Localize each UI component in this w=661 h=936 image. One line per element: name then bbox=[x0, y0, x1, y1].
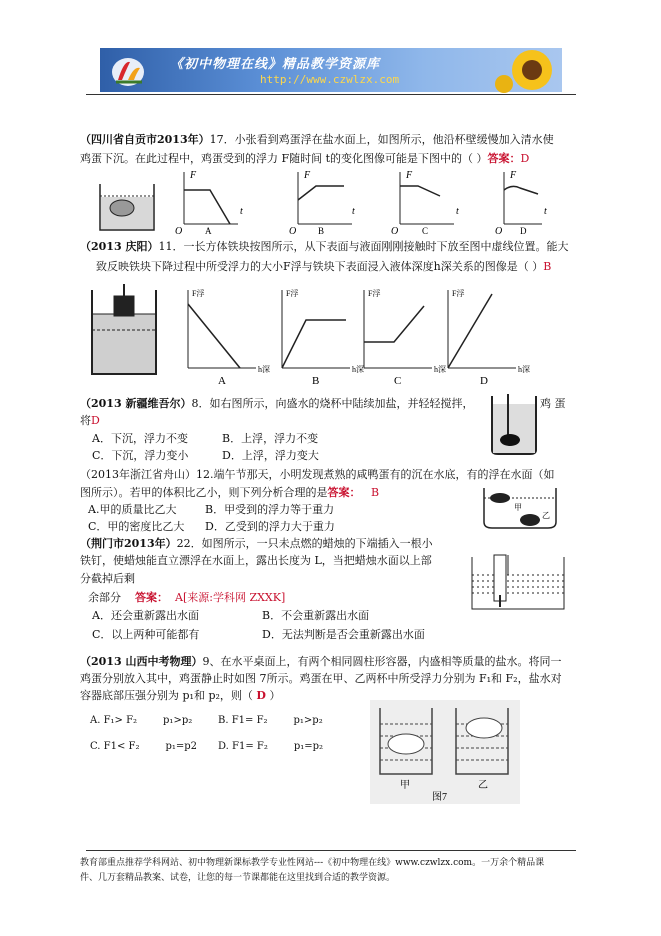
q1-label-c: C bbox=[422, 226, 429, 236]
q1-beaker bbox=[100, 184, 154, 230]
q1-line1: （四川省自贡市2013年）17．小张看到鸡蛋浮在盐水面上，如图所示，他沿杯壁缓慢加入清水使 bbox=[80, 133, 554, 146]
q5-line1: （荆门市2013年）22．如图所示，一只未点燃的蜡烛的下端插入一根小 bbox=[80, 537, 433, 550]
site-logo-icon bbox=[108, 52, 148, 88]
q5-option-d: D．无法判断是否会重新露出水面 bbox=[262, 628, 425, 641]
q2-graph-a-xlabel: h深 bbox=[258, 365, 270, 374]
q2-graph-c bbox=[364, 290, 432, 368]
header-rule bbox=[86, 94, 576, 95]
q3-option-c: C．下沉，浮力变小 bbox=[92, 449, 189, 462]
q5-option-c: C．以上两种可能都有 bbox=[92, 628, 200, 641]
q2-label-a: A bbox=[218, 375, 226, 387]
q2-label-d: D bbox=[480, 375, 488, 387]
q1-label-d: D bbox=[520, 226, 527, 236]
q2-graph-b-xlabel: h深 bbox=[352, 365, 364, 374]
q6-option-a: A. F₁> F₂ p₁>p₂ bbox=[90, 715, 193, 726]
q6-option-d: D. F1= F₂ p₁=p₂ bbox=[218, 741, 324, 752]
q1-graph-b-ylabel: F bbox=[304, 170, 311, 181]
q3-option-a: A．下沉，浮力不变 bbox=[92, 432, 188, 445]
q6-line3: 容器底部压强分别为 p₁和 p₂，则（ D ） bbox=[80, 689, 281, 702]
q2-graph-b-ylabel: F浮 bbox=[286, 289, 299, 298]
q1-label-b: B bbox=[318, 226, 325, 236]
q1-graph-a-origin: O bbox=[175, 226, 183, 237]
q3-beaker-figure bbox=[488, 394, 540, 456]
q5-line4: 余部分 答案： A[来源:学科网 ZXXK] bbox=[88, 591, 286, 604]
q2-graph-d-xlabel: h深 bbox=[518, 365, 530, 374]
q1-graph-c-xlabel: t bbox=[456, 206, 459, 217]
q1-graph-d-origin: O bbox=[495, 226, 503, 237]
q6-label-yi: 乙 bbox=[478, 780, 488, 791]
footer-rule bbox=[86, 850, 576, 851]
q2-graph-b bbox=[282, 290, 350, 368]
q1-graph-d-xlabel: t bbox=[544, 206, 547, 217]
q5-line2: 铁钉，使蜡烛能直立漂浮在水面上，露出长度为 L，当把蜡烛水面以上部 bbox=[80, 554, 432, 567]
q4-container-figure bbox=[480, 486, 560, 530]
q4-option-a: A.甲的质量比乙大 bbox=[88, 503, 177, 516]
q4-label-jia: 甲 bbox=[514, 503, 522, 512]
q2-figures bbox=[88, 284, 528, 388]
q2-line2: 致反映铁块下降过程中所受浮力的大小F浮与铁块下表面浸入液体深度h深关系的图像是（ ）B bbox=[96, 260, 552, 273]
q2-line1: （2013 庆阳）11．一长方体铁块按图所示，从下表面与液面刚刚接触时下放至图中虚线位置。能大 bbox=[80, 240, 569, 253]
q3-option-b: B．上浮，浮力不变 bbox=[222, 432, 319, 445]
q4-option-b: B．甲受到的浮力等于重力 bbox=[205, 503, 335, 516]
q5-line3: 分截掉后剩 bbox=[80, 572, 135, 585]
q2-graph-d bbox=[448, 290, 516, 368]
q5-candle-figure bbox=[468, 555, 568, 613]
q1-graph-d-ylabel: F bbox=[510, 170, 517, 181]
q4-label-yi: 乙 bbox=[542, 511, 550, 520]
q1-graph-a-xlabel: t bbox=[240, 206, 243, 217]
q2-graph-d-ylabel: F浮 bbox=[452, 289, 465, 298]
q2-label-b: B bbox=[312, 375, 320, 387]
q2-graph-a bbox=[188, 290, 256, 368]
q1-graph-b-origin: O bbox=[289, 226, 297, 237]
q1-graph-c-ylabel: F bbox=[406, 170, 413, 181]
q5-option-b: B．不会重新露出水面 bbox=[262, 609, 370, 622]
q6-label-jia: 甲 bbox=[400, 780, 410, 791]
q6-option-b: B. F1= F₂ p₁>p₂ bbox=[218, 715, 323, 726]
q4-line2: 图所示）。若甲的体积比乙小，则下列分析合理的是答案： B bbox=[80, 486, 380, 499]
banner-url[interactable]: http://www.czwlzx.com bbox=[260, 73, 400, 86]
q1-graph-c-origin: O bbox=[391, 226, 399, 237]
sunflower-icon bbox=[492, 48, 562, 92]
q1-line2: 鸡蛋下沉。在此过程中，鸡蛋受到的浮力 F随时间 t的变化图像可能是下图中的（ ）答案：D bbox=[80, 152, 530, 165]
q1-figures bbox=[80, 166, 560, 236]
q3-line2: 将D bbox=[80, 414, 100, 427]
q2-beaker bbox=[92, 284, 156, 374]
q4-option-c: C．甲的密度比乙大 bbox=[88, 520, 185, 533]
q2-graph-c-ylabel: F浮 bbox=[368, 289, 381, 298]
q1-graph-a-ylabel: F bbox=[190, 170, 197, 181]
q1-label-a: A bbox=[205, 226, 212, 236]
q3-option-d: D．上浮，浮力变大 bbox=[222, 449, 319, 462]
q6-fig-caption: 图7 bbox=[432, 792, 447, 803]
q4-line1: （2013年浙江省舟山）12.端午节那天，小明发现煮熟的咸鸭蛋有的沉在水底，有的浮在水面（如 bbox=[80, 468, 555, 481]
footer-line1: 教育部重点推荐学科网站、初中物理新课标教学专业性网站---《初中物理在线》www.czwlzx.com。一万余个精品课 bbox=[80, 858, 545, 868]
q6-figure-7 bbox=[370, 700, 520, 804]
q2-graph-c-xlabel: h深 bbox=[434, 365, 446, 374]
q5-option-a: A．还会重新露出水面 bbox=[92, 609, 199, 622]
q6-line1: （2013 山西中考物理）9、在水平桌面上，有两个相同圆柱形容器，内盛相等质量的盐水。将同一 bbox=[80, 655, 562, 668]
q6-line2: 鸡蛋分别放入其中，鸡蛋静止时如图 7所示。鸡蛋在甲、乙两杯中所受浮力分别为 F₁和 F₂，盐水对 bbox=[80, 672, 562, 685]
q6-option-c: C. F1< F₂ p₁=p2 bbox=[90, 741, 198, 752]
q1-graph-b-xlabel: t bbox=[352, 206, 355, 217]
q3-line1: （2013 新疆维吾尔）8．如右图所示，向盛水的烧杯中陆续加盐，并轻轻搅拌， bbox=[80, 397, 474, 410]
q3-line1-tail: 鸡 蛋 bbox=[540, 397, 566, 410]
q2-graph-a-ylabel: F浮 bbox=[192, 289, 205, 298]
banner-title: 《初中物理在线》精品教学资源库 bbox=[170, 57, 381, 72]
footer-line2: 件、几万套精品教案、试卷，让您的每一节课都能在这里找到合适的教学资源。 bbox=[80, 873, 396, 883]
header-banner bbox=[100, 48, 562, 92]
q4-option-d: D．乙受到的浮力大于重力 bbox=[205, 520, 335, 533]
q2-label-c: C bbox=[394, 375, 402, 387]
